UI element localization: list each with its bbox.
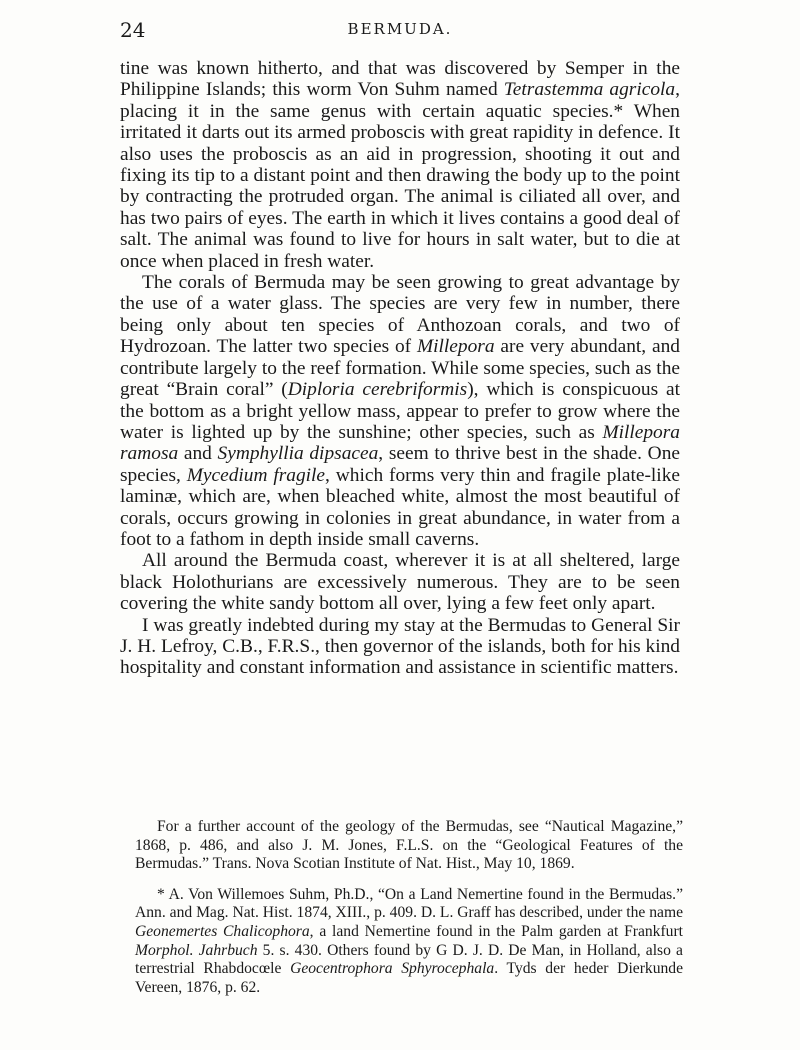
text-run: All around the Bermuda coast, wherever it is at all sheltered, large black Holothurians are excessively numerous. They are to be seen covering the white sandy bottom all over, lying a few feet only apart. [120,550,680,615]
geology-note [135,818,683,874]
text-run: , placing it in the same genus with certain aquatic species.* When irritated it darts out its armed proboscis with great rapidity in defence. It also uses the proboscis as an aid in progression, shooting it out and fixing its tip to a distant point and then drawing the body up to the point by contracting the protruded organ. The animal is ciliated all over, and has two pairs of eyes. The earth in which it lives contains a good deal of salt. The animal was found to live for hours in salt water, but to die at once when placed in fresh water. [120,79,680,272]
italic-term: Millepora ramosa [120,421,680,465]
text-run: . Tyds der heder Dierkunde Vereen, 1876, p. 62. [135,960,684,996]
text-run: * A. Von Willemoes Suhm, Ph.D., “On a Land Nemertine found in the Bermudas.” Ann. and Mag. Nat. Hist. 1874, XIII., p. 409. D. L. Graff has described, under the name [135,885,683,922]
text-run: 5. s. 430. Others found by G D. J. D. De Man, in Holland, also a terrestrial Rhabdocœle [135,941,683,978]
italic-term: Morphol. Jahrbuch [135,941,258,959]
italic-term: Millepora [416,336,495,358]
text-run: , seem to thrive best in the shade. One species, [120,443,680,486]
footnotes [135,818,683,997]
paragraph [120,550,680,614]
italic-term: Geocentrophora Sphyrocephala [290,960,495,978]
text-run: The corals of Bermuda may be seen growing to great advantage by the use of a water glass. The species are very few in number, there being only about ten species of Anthozoan corals, and two of Hydrozoan. The latter two species of [120,272,680,358]
text-run: and [178,443,218,465]
text-run: , which forms very thin and fragile plate-like laminæ, which are, when bleached white, almost the most beautiful of corals, occurs growing in colonies in great abundance, in water from a foot to a fathom in depth inside small caverns. [120,464,680,550]
italic-term: Mycedium fragile [186,464,326,486]
text-run: tine was known hitherto, and that was discovered by Semper in the Philippine Islands; this worm Von Suhm named [120,58,680,101]
paragraph [120,58,680,272]
paragraph [120,615,680,679]
italic-term: Symphyllia dipsacea [217,443,379,465]
paragraph [120,272,680,550]
text-run: , a land Nemertine found in the Palm garden at Frankfurt [309,922,683,940]
body-text [120,58,680,679]
text-run: ), which is conspicuous at the bottom as a bright yellow mass, appear to prefer to grow where the water is lighted up by the sunshine; other species, such as [120,379,680,443]
running-head [120,18,680,48]
text-run: For a further account of the geology of the Bermudas, see “Nautical Magazine,” 1868, p. 486, and also J. M. Jones, F.L.S. on the “Geological Features of the Bermudas.” Trans. Nova Scotian Institute of Nat. Hist., May 10, 1869. [135,818,683,873]
footnote [135,886,683,998]
running-title: BERMUDA. [347,20,453,38]
italic-term: Geonemertes Chalicophora [135,922,310,940]
page-number: 24 [120,18,146,42]
text-run: I was greatly indebted during my stay at the Bermudas to General Sir J. H. Lefroy, C.B., F.R.S., then governor of the islands, both for his kind hospitality and constant information and assistance in scientific matters. [120,614,680,679]
text-run: are very abundant, and contribute largely to the reef formation. While some species, such as the great “Brain coral” ( [120,336,681,401]
italic-term: Tetrastemma agricola [503,79,676,101]
italic-term: Diploria cerebriformis [287,379,468,401]
